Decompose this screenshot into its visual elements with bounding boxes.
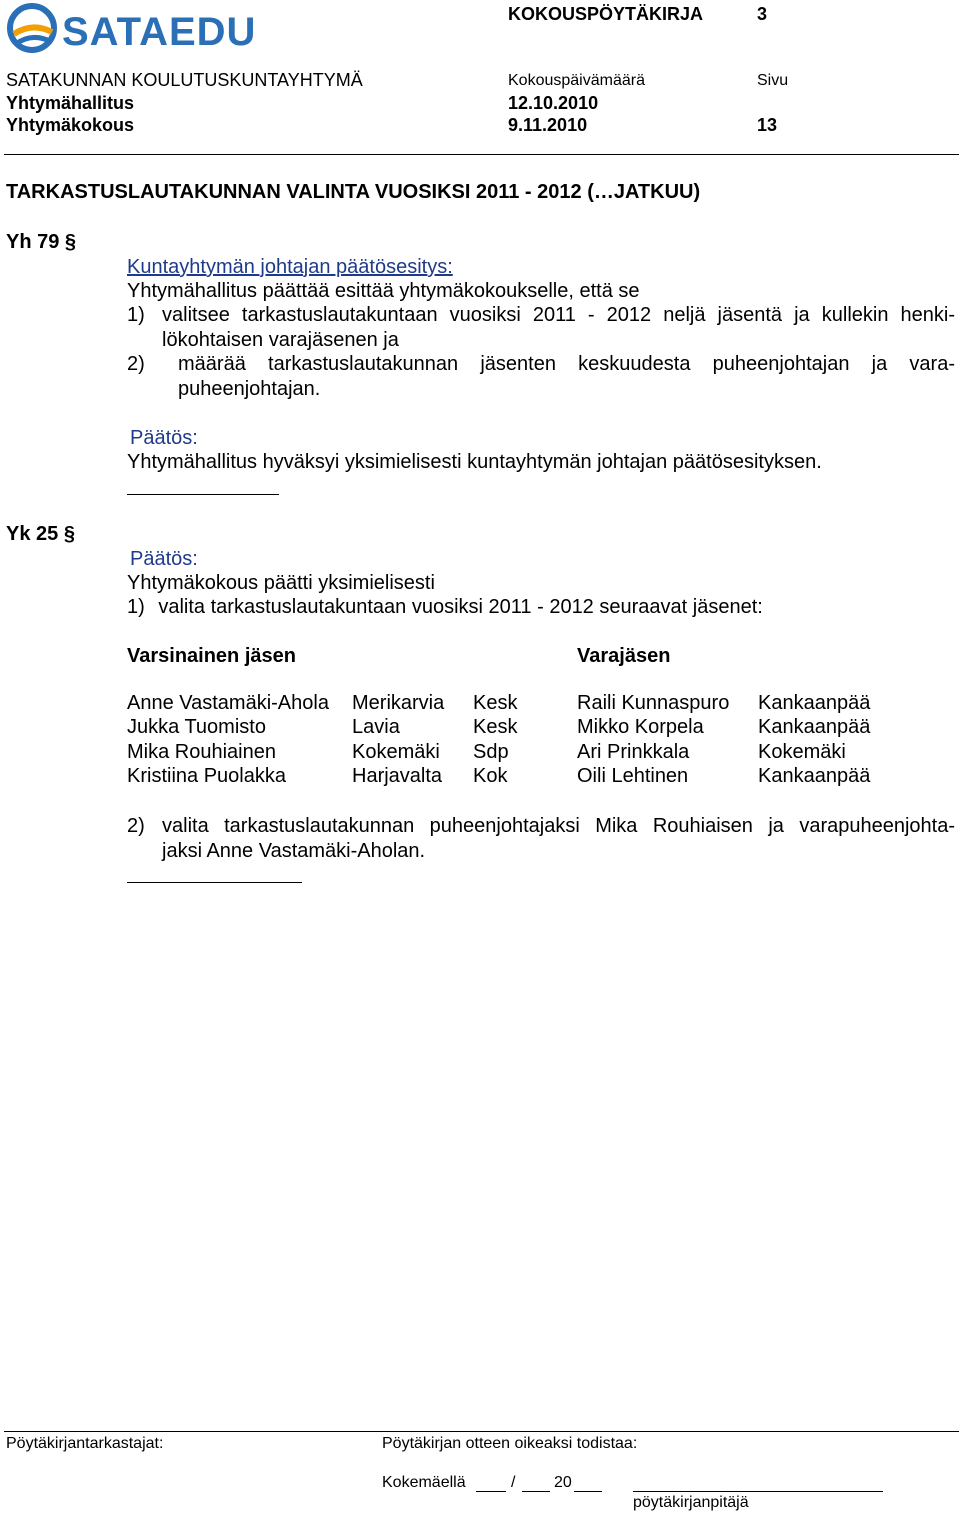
deputy-town: Kankaanpää [758,716,871,738]
member-name: Kristiina Puolakka [127,765,286,787]
header-date-2: 9.11.2010 [508,115,588,135]
month-blank [522,1491,550,1492]
day-blank [476,1491,506,1492]
yk25-decision-label: Päätös: [130,548,198,570]
doc-number: 3 [757,4,768,24]
logo [6,2,257,60]
yk25-item-1 [127,595,763,619]
col-header-deputy: Varajäsen [577,645,671,667]
yh79-end-rule [127,494,279,495]
yh79-ref: Yh 79 § [6,231,77,253]
deputy-name: Raili Kunnaspuro [577,692,730,714]
table-row [127,741,927,765]
table-row [127,765,927,789]
yk25-intro: Yhtymäkokous päätti yksimielisesti [127,572,435,594]
year-blank [574,1491,602,1492]
deputy-town: Kokemäki [758,741,846,763]
yh79-item-2-num: 2) [127,353,145,375]
member-name: Jukka Tuomisto [127,716,266,738]
signature-place: Kokemäellä [382,1474,466,1491]
member-party: Kesk [473,692,518,714]
deputy-town: Kankaanpää [758,765,871,787]
yh79-item-2-line-2: puheenjohtajan. [178,377,321,400]
checkers-label: Pöytäkirjantarkastajat: [6,1435,164,1452]
member-party: Sdp [473,741,509,763]
col-header-member: Varsinainen jäsen [127,645,296,667]
member-name: Anne Vastamäki-Ahola [127,692,329,714]
page-number: 13 [757,115,778,135]
logo-text: SATAEDU [62,10,257,54]
header-divider [4,154,959,155]
yh79-proposal-label: Kuntayhtymän johtajan päätösesitys: [127,256,453,278]
header-body-1: Yhtymähallitus [6,93,135,113]
member-party: Kok [473,765,508,787]
yh79-decision-label: Päätös: [130,427,198,449]
date-separator: / [511,1474,516,1491]
secretary-label: pöytäkirjanpitäjä [633,1494,749,1511]
yh79-item-2 [127,352,955,401]
member-town: Kokemäki [352,741,440,763]
yk25-item-2-num: 2) [127,815,145,837]
yk25-item-2 [127,814,955,863]
yh79-item-2-line-1: määrää tarkastuslautakunnan jäsenten keskuudesta puheenjohtajan ja vara- [178,353,955,375]
yk25-item-2-line-1: valita tarkastuslautakunnan puheenjohtajaksi Mika Rouhiaisen ja varapuheenjohta- [162,815,955,837]
yh79-item-1-num: 1) [127,304,145,326]
member-town: Harjavalta [352,765,443,787]
deputy-town: Kankaanpää [758,692,871,714]
sataedu-logo-icon [6,2,66,60]
header-date-1: 12.10.2010 [508,93,599,113]
yh79-item-1 [127,303,955,352]
certify-label: Pöytäkirjan otteen oikeaksi todistaa: [382,1435,638,1452]
yh79-intro: Yhtymähallitus päättää esittää yhtymäkokoukselle, että se [127,280,640,302]
deputy-name: Oili Lehtinen [577,765,689,787]
table-row [127,716,927,740]
table-row [127,692,927,716]
date-label: Kokouspäivämäärä [508,72,645,89]
page-label: Sivu [757,72,789,89]
member-party: Kesk [473,716,518,738]
member-town: Merikarvia [352,692,445,714]
signature-year: 20 [554,1474,572,1491]
yk25-ref: Yk 25 § [6,523,75,545]
yh79-item-1-line-1: valitsee tarkastuslautakuntaan vuosiksi 2011 - 2012 neljä jäsentä ja kullekin henki- [162,304,955,326]
deputy-name: Ari Prinkkala [577,741,690,763]
doc-type: KOKOUSPÖYTÄKIRJA [508,4,704,24]
footer-divider [4,1431,959,1432]
section-title: TARKASTUSLAUTAKUNNAN VALINTA VUOSIKSI 2011 - 2012 (…JATKUU) [6,181,701,203]
yk25-item-1-text: valita tarkastuslautakuntaan vuosiksi 2011 - 2012 seuraavat jäsenet: [158,596,763,618]
member-town: Lavia [352,716,400,738]
signature-line [633,1491,883,1492]
yh79-decision-text: Yhtymähallitus hyväksyi yksimielisesti kuntayhtymän johtajan päätösesityksen. [127,451,822,473]
yh79-item-1-line-2: lökohtaisen varajäsenen ja [162,328,399,351]
header-body-2: Yhtymäkokous [6,115,135,135]
yk25-item-2-line-2: jaksi Anne Vastamäki-Aholan. [162,839,426,862]
yk25-item-1-num: 1) [127,596,145,618]
organization-name: SATAKUNNAN KOULUTUSKUNTAYHTYMÄ [6,70,363,90]
yk25-end-rule [127,882,302,883]
deputy-name: Mikko Korpela [577,716,704,738]
member-name: Mika Rouhiainen [127,741,276,763]
